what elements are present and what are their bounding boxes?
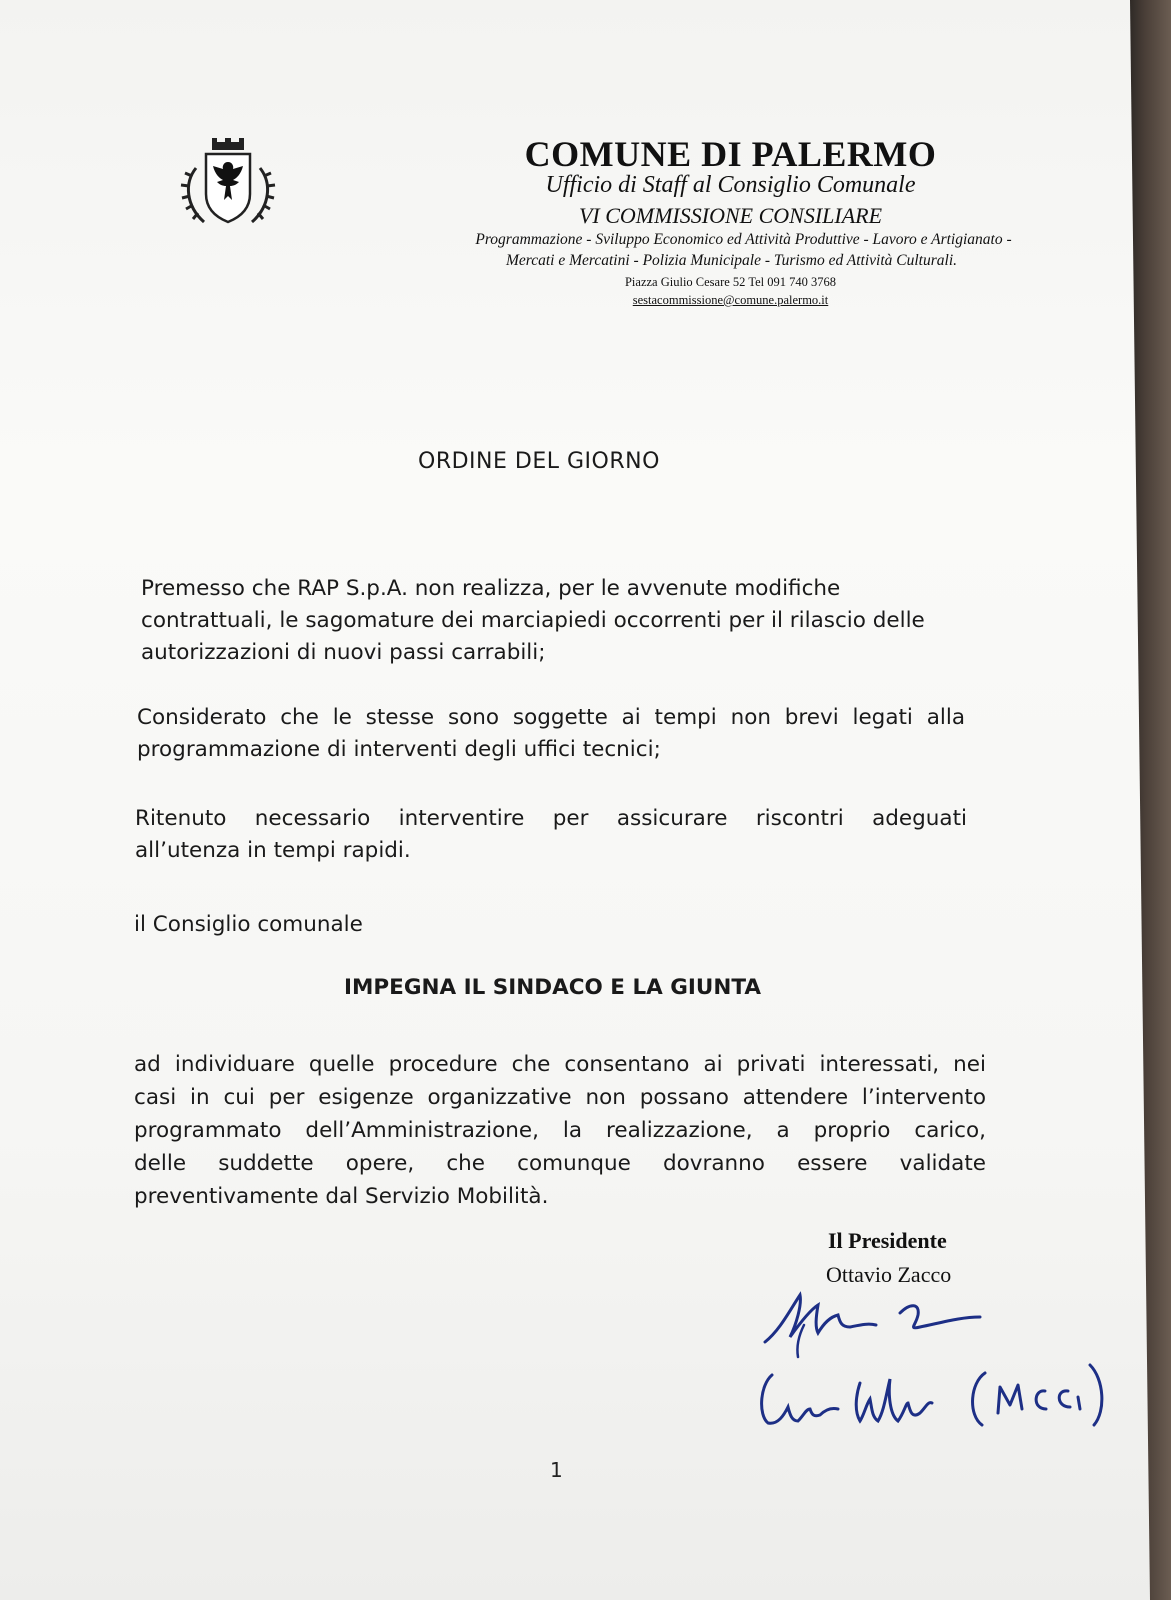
- header-commission: VI COMMISSIONE CONSILIARE: [578, 203, 883, 228]
- paragraph-line: Premesso che RAP S.p.A. non realizza, per le avvenute modifiche: [141, 576, 841, 601]
- signature-name: Ottavio Zacco: [826, 1262, 952, 1287]
- paragraph-line: autorizzazioni di nuovi passi carrabili;: [141, 640, 546, 665]
- document-title: ORDINE DEL GIORNO: [418, 449, 660, 474]
- paragraph-line: programmato dell’Amministrazione, la realizzazione, a proprio carico,: [134, 1118, 986, 1143]
- paragraph-commitment: [134, 1048, 986, 1213]
- paragraph-line: ad individuare quelle procedure che consentano ai privati interessati, nei: [134, 1052, 986, 1077]
- page-number: 1: [550, 1458, 563, 1482]
- paragraph-premesso: [141, 573, 961, 669]
- paragraph-ritenuto: [135, 803, 967, 867]
- signature-role: Il Presidente: [828, 1228, 947, 1253]
- handwritten-signature: [760, 1275, 1120, 1455]
- paragraph-line: Considerato che le stesse sono soggette ai tempi non brevi legati alla: [137, 705, 965, 730]
- paragraph-line: all’utenza in tempi rapidi.: [135, 838, 411, 863]
- council-line: il Consiglio comunale: [134, 912, 363, 937]
- paragraph-line: contrattuali, le sagomature dei marciapiedi occorrenti per il rilascio delle: [141, 608, 925, 633]
- commitment-heading: IMPEGNA IL SINDACO E LA GIUNTA: [344, 975, 762, 1000]
- header-scope-line-2: Mercati e Mercatini - Polizia Municipale - Turismo ed Attività Culturali.: [505, 252, 958, 269]
- header-address: Piazza Giulio Cesare 52 Tel 091 740 3768: [624, 275, 836, 289]
- header-title: COMUNE DI PALERMO: [524, 134, 937, 174]
- header-office: Ufficio di Staff al Consiglio Comunale: [545, 172, 916, 198]
- paragraph-line: casi in cui per esigenze organizzative non possano attendere l’intervento: [134, 1085, 986, 1110]
- header-scope-line-1: Programmazione - Sviluppo Economico ed Attività Produttive - Lavoro e Artigianato -: [475, 231, 1012, 248]
- paragraph-line: programmazione di interventi degli uffici tecnici;: [137, 737, 661, 762]
- paragraph-line: Ritenuto necessario interventire per assicurare riscontri adeguati: [135, 806, 967, 831]
- paragraph-line: delle suddette opere, che comunque dovranno essere validate: [134, 1151, 986, 1176]
- paragraph-line: preventivamente dal Servizio Mobilità.: [134, 1184, 549, 1209]
- paragraph-considerato: [137, 702, 965, 766]
- header-email: sestacommissione@comune.palermo.it: [632, 293, 829, 307]
